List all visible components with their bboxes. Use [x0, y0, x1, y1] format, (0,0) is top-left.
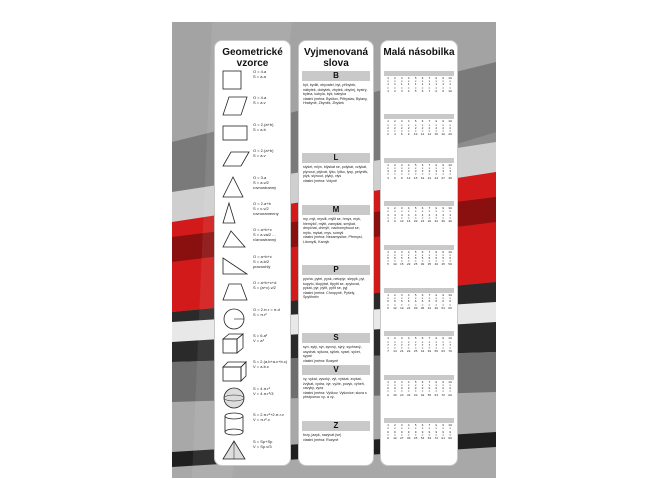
formula-line: O = 4.a: [253, 95, 267, 101]
triangle-iso-shape-icon: [221, 201, 251, 225]
cylinder-shape-icon: [221, 412, 251, 436]
multiplication-equation: 4 x 1 = 4: [407, 77, 410, 93]
multiplication-equation: 9 x 6 = 54: [441, 294, 445, 310]
multiplication-panel: [380, 40, 458, 466]
multiplication-equation: 4 x 7 = 28: [406, 337, 411, 354]
multiplication-equation: 6 x 2 = 12: [420, 120, 425, 137]
formula-line: V = a.b.c: [253, 364, 269, 370]
formula-line: O = 2.π.r = π.d: [253, 306, 280, 312]
multiplication-equation: 9 x 5 = 45: [441, 250, 445, 267]
multiplication-equation: 7 x 9 = 63: [427, 424, 432, 440]
formula-text: [253, 201, 289, 216]
poster-card: [172, 22, 496, 478]
multiplication-equation: 3 x 1 = 3: [400, 77, 403, 93]
multiplication-equation: 2 x 4 = 8: [393, 207, 396, 223]
word-list-v: [303, 377, 369, 417]
multiplication-equation: 9 x 2 = 18: [441, 120, 445, 137]
multiplication-equation: 9 x 1 = 9: [442, 77, 445, 93]
multiplication-equation: 10 x 7 = 70: [448, 337, 452, 354]
trapezoid-shape-icon: [221, 280, 251, 304]
proper-names-text: vlastní jména: Bydžov, Přibyslav, Bylany, Hrabyně, Zbyněk, Zbyšek: [303, 96, 368, 106]
formula-line: S = a.v: [253, 100, 266, 106]
multiplication-equation: 6 x 6 = 36: [420, 294, 425, 310]
multiplication-equation: 2 x 7 = 14: [393, 337, 397, 354]
word-list-b: [303, 83, 369, 147]
formula-line: rovnoramenný: [253, 211, 279, 216]
word-list-text: syn, sytý, sýr, syrový, sýrý, sychravý, usychat, sýkora, sýček, sysel, syčet, sypat: [303, 345, 362, 359]
formula-line: S = a.v: [253, 153, 266, 159]
rhombus-shape-icon: [221, 95, 251, 119]
multiplication-equation: 4 x 3 = 12: [406, 163, 411, 180]
formula-line: S = a.v/2: [253, 179, 269, 185]
letter-header-m: M: [302, 205, 370, 215]
multiplication-equation: 3 x 6 = 18: [399, 294, 404, 310]
multiplication-equation: 8 x 2 = 16: [434, 120, 439, 137]
multiplication-equation: 8 x 5 = 40: [434, 250, 439, 267]
word-list-text: slyšet, mlýn, blýskat se, polykat, vzlykat, plynout, plýtvat, lýko, lýtko, lysý, pelyněk, plyš, slynout, plyký, vlys: [303, 165, 369, 179]
multiplication-equation: 5 x 4 = 20: [413, 207, 418, 223]
formula-text: [253, 254, 289, 269]
word-list-text: pýcha, pytel, pysk, netopýr, slepýš, pyl, kopyto, klopýtat, třpytit se, zpytovat, pykat, pýr, pýřit, pýřit se, pyj: [303, 277, 366, 291]
multiplication-equation: 1 x 6 = 6: [387, 294, 389, 310]
proper-names-text: vlastní jména: Chropyně, Pyšely, Spytihněv: [303, 290, 356, 300]
multiplication-equation: 5 x 6 = 30: [413, 294, 418, 310]
proper-names-text: vlastní jména: Bosyně: [303, 358, 339, 363]
multiplication-equation: 8 x 9 = 72: [434, 424, 439, 440]
formula-line: S = 4.π.r²: [253, 385, 271, 391]
multiplication-equation: 5 x 1 = 5: [414, 77, 417, 93]
multiplication-equation: 6 x 1 = 6: [421, 77, 424, 93]
word-list-p: [303, 277, 369, 329]
word-list-text: vy, vykat, vysoký, výt, výskat, zvykat, žvýkat, vydra, výr, vyžle, povyk, výheň, cavyky, vyza: [303, 377, 365, 391]
formula-text: [253, 359, 289, 369]
multiplication-equation: 10 x 3 = 30: [448, 163, 452, 180]
formula-line: S = a.b/2: [253, 258, 270, 264]
cube-shape-icon: [221, 333, 251, 357]
multiplication-equation: 10 x 5 = 50: [448, 250, 452, 267]
table-separator: [384, 331, 454, 336]
square-shape-icon: [221, 69, 251, 93]
table-separator: [384, 418, 454, 423]
multiplication-equation: 6 x 5 = 30: [420, 250, 425, 267]
parallelogram-shape-icon: [221, 148, 251, 172]
multiplication-equation: 8 x 1 = 8: [435, 77, 438, 93]
multiplication-equation: 2 x 5 = 10: [393, 250, 397, 267]
multiplication-equation: 7 x 5 = 35: [427, 250, 432, 267]
multiplication-equation: 7 x 4 = 28: [427, 207, 432, 223]
word-list-text: být, bydlit, obyvatel, byt, příbytek, nábytek, dobytek, zbytek, obyčej, bystrý, bylina, kobyla, býk, babyka: [303, 83, 368, 97]
sphere-shape-icon: [221, 386, 251, 410]
multiplication-equation: 10 x 6 = 60: [448, 294, 452, 310]
circle-shape-icon: [221, 307, 251, 331]
formula-line: S = a.a: [253, 74, 266, 79]
multiplication-equation: 7 x 6 = 42: [427, 294, 432, 310]
triangle-right-shape-icon: [221, 254, 251, 278]
formula-line: S = c.v/2: [253, 206, 269, 211]
multiplication-equation: 1 x 2 = 2: [387, 120, 389, 137]
word-list-z: [303, 433, 369, 451]
formula-line: V = Sp.v/3: [253, 443, 272, 449]
multiplication-equation: 1 x 1 = 1: [387, 77, 389, 93]
multiplication-equation: 6 x 9 = 54: [420, 424, 425, 440]
proper-names-text: vlastní jména: Volyně: [303, 178, 337, 183]
multiplication-equation: 2 x 8 = 16: [393, 380, 397, 397]
table-separator: [384, 245, 454, 250]
multiplication-equation: 6 x 7 = 42: [420, 337, 425, 354]
word-list-text: my, mýt, myslit, mýlit se, hmyz, myš, hlemýžď, mýtit, zamykat, smýkat, dmýchat, chmýří, nachomýtnout se, mýto, mykat, mys, sumýš: [303, 217, 361, 235]
word-list-m: [303, 217, 369, 261]
word-list-l: [303, 165, 369, 203]
words-title: Vyjmenovaná slova: [303, 47, 369, 69]
multiplication-equation: 3 x 9 = 27: [399, 424, 404, 440]
formula-text: [253, 175, 289, 190]
letter-header-p: P: [302, 265, 370, 275]
table-separator: [384, 158, 454, 163]
multiplication-equation: 2 x 1 = 2: [393, 77, 396, 93]
formula-line: V = a³: [253, 338, 264, 343]
formula-line: S = 2.(a.b+a.c+b.c): [253, 359, 288, 365]
multiplication-equation: 10 x 4 = 40: [448, 207, 452, 223]
multiplication-equation: 7 x 7 = 49: [427, 337, 432, 354]
multiplication-equation: 4 x 9 = 36: [406, 424, 411, 440]
word-list-text: brzy, jazyk, nazývat (se): [303, 433, 342, 437]
proper-names-text: vlastní jména: Nezamyslice, Přemysl, Litomyšl, Kamýk: [303, 235, 363, 244]
multiplication-equation: 1 x 5 = 5: [387, 250, 389, 267]
multiplication-equation: 3 x 5 = 15: [399, 250, 404, 267]
triangle-gen-shape-icon: [221, 227, 251, 251]
formula-text: [253, 333, 289, 343]
formula-line: rôznostranný: [253, 237, 277, 243]
formula-text: [253, 227, 289, 242]
formula-line: O = a+b+c: [253, 253, 272, 259]
formula-line: S = a.b: [253, 126, 266, 132]
table-separator: [384, 201, 454, 206]
formula-line: O = a+b+c+d: [253, 280, 277, 286]
proper-names-text: vlastní jména: Ruzyně: [303, 437, 339, 442]
multiplication-equation: 10 x 9 = 90: [448, 424, 452, 440]
multiplication-equation: 8 x 3 = 24: [434, 163, 439, 180]
multiplication-equation: 7 x 3 = 21: [427, 163, 432, 180]
formula-line: O = a+b+c: [253, 227, 272, 233]
letter-header-z: Z: [302, 421, 370, 431]
letter-header-b: B: [302, 71, 370, 81]
letter-header-v: V: [302, 365, 370, 375]
table-separator: [384, 288, 454, 293]
listed-words-panel: [298, 40, 374, 466]
formula-line: S = Sp+Sp: [253, 438, 273, 444]
formula-text: [253, 122, 289, 132]
multiplication-equation: 10 x 2 = 20: [448, 120, 452, 137]
triangle-shape-icon: [221, 175, 251, 199]
multiplication-equation: 10 x 1 = 10: [448, 77, 452, 93]
letter-header-s: S: [302, 333, 370, 343]
multiplication-equation: 2 x 9 = 18: [393, 424, 397, 440]
multiplication-equation: 6 x 3 = 18: [420, 163, 425, 180]
multiplication-equation: 4 x 8 = 32: [406, 380, 411, 397]
formula-line: O = 2.(a+b): [253, 121, 274, 127]
multiplication-equation: 3 x 3 = 9: [400, 163, 403, 180]
formula-line: S = 2.π.r²+2.π.r.v: [253, 412, 284, 418]
multiplication-equation: 3 x 8 = 24: [399, 380, 404, 397]
multiplication-equation: 5 x 3 = 15: [413, 163, 418, 180]
pyramid-shape-icon: [221, 439, 251, 463]
geometry-title: Geometrické vzorce: [222, 47, 283, 69]
formula-line: O = 2.(a+b): [253, 148, 274, 154]
multiplication-equation: 4 x 6 = 24: [406, 294, 411, 310]
formula-text: [253, 307, 289, 317]
multiplication-equation: 5 x 5 = 25: [413, 250, 418, 267]
table-separator: [384, 114, 454, 119]
multiplication-equation: 4 x 4 = 16: [406, 207, 411, 223]
formula-line: pravouhlý: [253, 263, 271, 269]
formula-text: [253, 95, 289, 105]
multiplication-equation: 9 x 3 = 27: [441, 163, 445, 180]
formula-text: [253, 412, 289, 422]
formula-line: S = a.va/2 ...: [253, 232, 276, 238]
formula-text: [253, 280, 289, 290]
multiplication-equation: 6 x 4 = 24: [420, 207, 425, 223]
multiplication-equation: 5 x 2 = 10: [413, 120, 418, 137]
multiplication-equation: 1 x 8 = 8: [387, 380, 389, 397]
formula-line: O = 3.a: [253, 174, 267, 180]
multiplication-equation: 9 x 9 = 81: [441, 424, 445, 440]
multiplication-equation: 5 x 8 = 40: [413, 380, 418, 397]
multiplication-equation: 3 x 4 = 12: [399, 207, 404, 223]
multiplication-title: Malá násobilka: [383, 47, 455, 58]
formula-line: rovnostranný: [253, 184, 277, 190]
table-separator: [384, 375, 454, 380]
box-shape-icon: [221, 359, 251, 383]
multiplication-equation: 2 x 6 = 12: [393, 294, 397, 310]
multiplication-equation: 7 x 2 = 14: [427, 120, 432, 137]
formula-text: [253, 69, 289, 79]
formula-line: V = 4.π.r³/3: [253, 390, 274, 396]
formula-line: O = 4.a: [253, 69, 267, 74]
multiplication-equation: 8 x 7 = 56: [434, 337, 439, 354]
formula-line: S = (a+c).v/2: [253, 285, 276, 291]
multiplication-equation: 9 x 4 = 36: [441, 207, 445, 223]
rectangle-shape-icon: [221, 122, 251, 146]
multiplication-equation: 1 x 4 = 4: [387, 207, 389, 223]
multiplication-equation: 1 x 9 = 9: [387, 424, 389, 440]
formula-line: S = π.r²: [253, 311, 267, 317]
multiplication-equation: 6 x 8 = 48: [420, 380, 425, 397]
formula-text: [253, 386, 289, 396]
multiplication-equation: 2 x 3 = 6: [393, 163, 396, 180]
multiplication-equation: 4 x 2 = 8: [407, 120, 410, 137]
multiplication-equation: 9 x 7 = 63: [441, 337, 445, 354]
multiplication-equation: 4 x 5 = 20: [406, 250, 411, 267]
formula-line: O = 2.a+b: [253, 201, 271, 206]
multiplication-equation: 10 x 8 = 80: [448, 380, 452, 397]
multiplication-equation: 3 x 2 = 6: [400, 120, 403, 137]
multiplication-equation: 2 x 2 = 4: [393, 120, 396, 137]
multiplication-equation: 7 x 8 = 56: [427, 380, 432, 397]
multiplication-equation: 5 x 9 = 45: [413, 424, 418, 440]
formula-line: V = π.r².v: [253, 417, 270, 423]
multiplication-equation: 8 x 6 = 48: [434, 294, 439, 310]
formula-text: [253, 148, 289, 158]
proper-names-text: vlastní jména: Vyškov, Vyšovice; slova s předponou vy- a vý-: [303, 390, 367, 400]
multiplication-equation: 8 x 4 = 32: [434, 207, 439, 223]
multiplication-equation: 8 x 8 = 64: [434, 380, 439, 397]
multiplication-equation: 1 x 3 = 3: [387, 163, 389, 180]
formula-text: [253, 439, 289, 449]
multiplication-equation: 9 x 8 = 72: [441, 380, 445, 397]
multiplication-equation: 5 x 7 = 35: [413, 337, 418, 354]
geometry-formulas-panel: [214, 40, 291, 466]
multiplication-equation: 3 x 7 = 21: [399, 337, 404, 354]
letter-header-l: L: [302, 153, 370, 163]
multiplication-equation: 7 x 1 = 7: [428, 77, 431, 93]
table-separator: [384, 71, 454, 76]
multiplication-equation: 1 x 7 = 7: [387, 337, 389, 354]
formula-line: S = 6.a²: [253, 333, 268, 338]
